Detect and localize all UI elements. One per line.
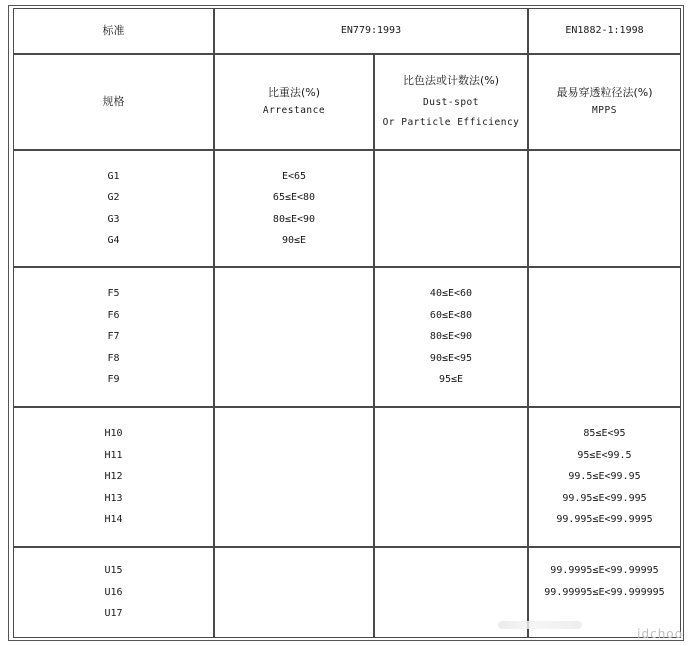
- mpps-value: 99.5≤E<99.95: [568, 471, 641, 483]
- grade-label: F6: [107, 309, 120, 321]
- grade-label: G1: [107, 170, 120, 182]
- arrestance-cell-g: [214, 150, 374, 267]
- arrestance-cell-f: [214, 267, 374, 407]
- en1882-header-cell: [528, 8, 681, 54]
- grade-label: G3: [107, 213, 120, 225]
- arrestance-en-label: Arrestance: [262, 105, 326, 117]
- mpps-en-label: MPPS: [592, 105, 617, 117]
- spec-label: 规格: [102, 94, 125, 108]
- dustspot-en-label-1: Dust-spot: [423, 96, 479, 108]
- arrestance-header-cell: [214, 54, 374, 150]
- mpps-header-cell: [528, 54, 681, 150]
- mpps-cell-g: [528, 150, 681, 267]
- spec-header-cell: [13, 54, 214, 150]
- dustspot-cell-f: [374, 267, 528, 407]
- grade-label: U17: [104, 608, 123, 620]
- watermark-text: idchoo: [637, 627, 683, 641]
- arrestance-value: 65≤E<80: [272, 192, 316, 203]
- grade-label: U16: [104, 586, 123, 598]
- mpps-value: 99.9995≤E<99.99995: [550, 565, 659, 576]
- grade-label: H11: [104, 449, 123, 461]
- grade-label: H10: [104, 428, 123, 440]
- mpps-cn-label: 最易穿透粒径法(%): [556, 86, 653, 100]
- standard-label: 标准: [102, 23, 125, 37]
- grade-label: G2: [107, 192, 120, 203]
- dustspot-cell-h: [374, 407, 528, 547]
- standard-header-cell: [13, 8, 214, 54]
- arrestance-cell-u: [214, 547, 374, 638]
- grade-cell-u: [13, 547, 214, 638]
- grade-cell-f: [13, 267, 214, 407]
- arrestance-value: 80≤E<90: [272, 213, 316, 225]
- mpps-value: 99.995≤E<99.9995: [556, 514, 653, 526]
- dustspot-value: 90≤E<95: [429, 352, 473, 364]
- dustspot-value: 95≤E: [438, 374, 464, 386]
- dustspot-value: 60≤E<80: [429, 309, 473, 321]
- filter-classification-table: [8, 5, 684, 641]
- dustspot-en-label-2: Or Particle Efficiency: [382, 117, 520, 129]
- mpps-value: 95≤E<99.5: [577, 449, 632, 461]
- mpps-cell-f: [528, 267, 681, 407]
- arrestance-value: 90≤E: [281, 235, 307, 246]
- dustspot-value: 40≤E<60: [429, 288, 473, 300]
- arrestance-value: E<65: [281, 170, 307, 182]
- grade-label: G4: [107, 235, 120, 246]
- grade-label: F5: [107, 288, 120, 300]
- grade-label: U15: [104, 565, 123, 577]
- grade-label: H12: [104, 471, 123, 483]
- dustspot-header-cell: [374, 54, 528, 150]
- arrestance-cn-label: 比重法(%): [267, 86, 321, 100]
- grade-label: F8: [107, 352, 120, 364]
- watermark-blur: [498, 621, 582, 629]
- grade-cell-h: [13, 407, 214, 547]
- mpps-value: 85≤E<95: [583, 428, 626, 440]
- en1882-label: EN1882-1:1998: [565, 25, 644, 37]
- en779-label: EN779:1993: [340, 25, 402, 37]
- grade-label: H14: [104, 514, 123, 526]
- dustspot-value: 80≤E<90: [429, 331, 473, 343]
- mpps-value: 99.99995≤E<99.999995: [544, 586, 665, 598]
- grade-label: H13: [104, 492, 123, 504]
- dustspot-cn-label: 比色法或计数法(%): [402, 73, 500, 87]
- grade-cell-g: [13, 150, 214, 267]
- dustspot-cell-g: [374, 150, 528, 267]
- grade-label: F7: [107, 331, 120, 343]
- mpps-value: 99.95≤E<99.995: [562, 492, 647, 504]
- en779-header-cell: [214, 8, 528, 54]
- grade-label: F9: [107, 374, 120, 386]
- mpps-cell-h: [528, 407, 681, 547]
- arrestance-cell-h: [214, 407, 374, 547]
